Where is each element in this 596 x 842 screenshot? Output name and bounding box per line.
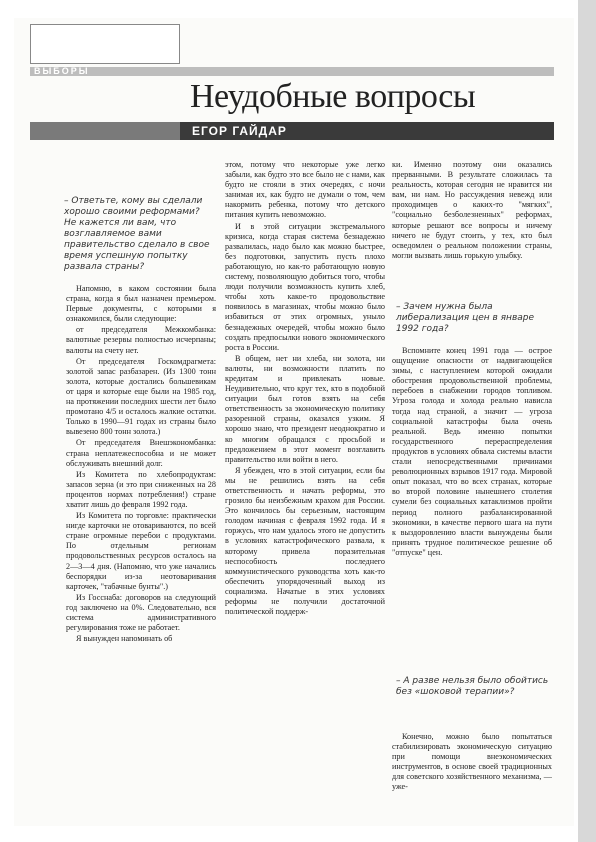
section-bar bbox=[30, 67, 554, 76]
column-2 bbox=[225, 160, 385, 618]
paragraph: от председателя Межкомбанка: валютные резервы полностью исчерпаны; валюты на счету нет. bbox=[66, 325, 216, 355]
paragraph: Я убежден, что в этой ситуации, если бы мы не решились взять на себя ответственность и начать реформы, это грозило бы неизбежным крахом для России. Это кончилось бы серьезным, настоящим голодом начиная с февраля 1992 года. И я горжусь, что нам удалось этого не допустить в условиях катастрофического развала, к которому привела поразительная неспособность последнего коммунистического руководства хоть как-то обеспечить упорядоченный выход из социализма. Начатые в этих условиях реформы не получили достаточной политической поддерж- bbox=[225, 465, 385, 617]
corner-box bbox=[30, 24, 180, 64]
paragraph: Из Госснаба: договоров на следующий год заключено на 0%. Следовательно, вся система административного регулирования тоже не работает. bbox=[66, 592, 216, 633]
question-2: – Зачем нужна была либерализация цен в январе 1992 года? bbox=[396, 302, 535, 334]
paragraph: Я вынужден напоминать об bbox=[76, 634, 173, 644]
column-3 bbox=[392, 160, 552, 262]
paragraph: Из Комитета по торговле: практически нигде карточки не отовариваются, по всей стране огромные перебои с продуктами. По отдельным регионам продовольственных ресурсов осталось на 2—3—4 дня. (Напомню, что уже начались беспорядки из-за неотоваривания карточек, "табачные бунты".) bbox=[66, 511, 216, 591]
paragraph: От председателя Внешэкономбанка: страна неплатежеспособна и не может обслуживать внешний долг. bbox=[66, 438, 216, 468]
article-title: Неудобные вопросы bbox=[190, 78, 476, 115]
question-1: – Ответьте, кому вы сделали хорошо своими реформами? Не кажется ли вам, что возглавляемое вами правительство сделало в свое время успешную попытку развала страны? bbox=[64, 196, 210, 272]
paragraph: И в этой ситуации экстремального кризиса, когда старая система безнадежно развалилась, надо было как можно быстрее, без подготовки, запустить пусть плохо работающую, но как-то работающую новую систему, позволяющую добиться того, чтобы люди получили возможность купить хлеб, чтобы хоть какое-то продовольствие появилось в магазинах, чтобы можно было избавиться от этих огромных, унылo безнадежных очередей, чтобы можно было создать предпосылки нового экономического роста в России. bbox=[225, 221, 385, 352]
column-3-bottom bbox=[392, 732, 552, 794]
paragraph: этом, потому что некоторые уже легко забыли, как будто это все было не с нами, как будто не стояли в этих очередях, с ночи занимая их, как будто не думали о том, чем накормить ребенка, потому что детского питания купить невозможно. bbox=[225, 160, 385, 220]
paragraph: Вспомните конец 1991 года — острое ощущение опасности от надвигающейся зимы, с наступлением которой ожидали обострения продовольственной проблемы, перебоев в снабжении городов топливом. Угроза голода и холода реально нависла тогда над страной, а значит — угроза социальной катастрофы была очень реальной. Ведь именно попытки государственного перераспределения продуктов в условиях обвала системы власти стали непосредственными причинами революционных взрывов 1917 года. Мировой опыт показал, что во всех странах, которые во второй половине нынешнего столетия сумели без социальных катаклизмов пройти период полного разбалансированной экономики, в качестве первого шага на пути к выздоровлению власти вынуждены были принять трудное политическое решение об "отпуске" цен. bbox=[392, 346, 552, 557]
column-3-middle bbox=[392, 346, 552, 559]
paragraph: В общем, нет ни хлеба, ни золота, ни валюты, ни возможности платить по кредитам и привлекать новые. Неудивительно, что круг тех, кто в подобной ситуации был готов взять на себя ответственность за экономическую политику разоренной страны, оказался узким. Я хорошо знаю, что президент неоднократно и ко многим обращался с просьбой и предложением в этот момент возглавить правительство или войти в него. bbox=[225, 353, 385, 464]
paragraph: ки. Именно поэтому они оказались прерванными. В результате сложилась та реальность, которая сегодня не нравится ни вам, ни нам. Но рассуждения невежд или проходимцев о каких-то "мягких", "социально безболезненных" реформах, которые решают все вопросы и ничему ничего не будут стоить, у тех, кто был осведомлен о реальном положении страны, могли вызвать лишь горькую улыбку. bbox=[392, 160, 552, 260]
question-3: – А разве нельзя было обойтись без «шоковой терапии»? bbox=[396, 676, 549, 697]
paragraph: От председателя Госкомдрагмета: золотой запас разбазарен. (Из 1300 тонн золота, которые достались большевикам от царя и которые еще были на 1985 год, на протяжении последних шести лет было промотано 4/5 и осталось жалкие остатки. Только в 1990—91 годах из страны было вывезено 800 тонн золота.) bbox=[66, 356, 216, 437]
section-label: ВЫБОРЫ bbox=[34, 66, 90, 76]
author-name: ЕГОР ГАЙДАР bbox=[192, 124, 287, 138]
author-bar-accent bbox=[30, 122, 180, 140]
paragraph: Конечно, можно было попытаться стабилизировать экономическую ситуацию при помощи внеэкономических инструментов, в основе своей традиционных для советского хозяйственного механизма, — уже- bbox=[392, 732, 552, 792]
paragraph: Напомню, в каком состоянии была страна, когда я был назначен премьером. Первые документы, с которыми я ознакомился, были следующие: bbox=[66, 284, 216, 324]
column-1 bbox=[66, 284, 216, 645]
paragraph: Из Комитета по хлебопродуктам: запасов зерна (и это при сниженных на 28 процентов нормах потребления!) стране хватит лишь до февраля 1992 года. bbox=[66, 469, 216, 509]
scan-edge bbox=[578, 0, 596, 842]
